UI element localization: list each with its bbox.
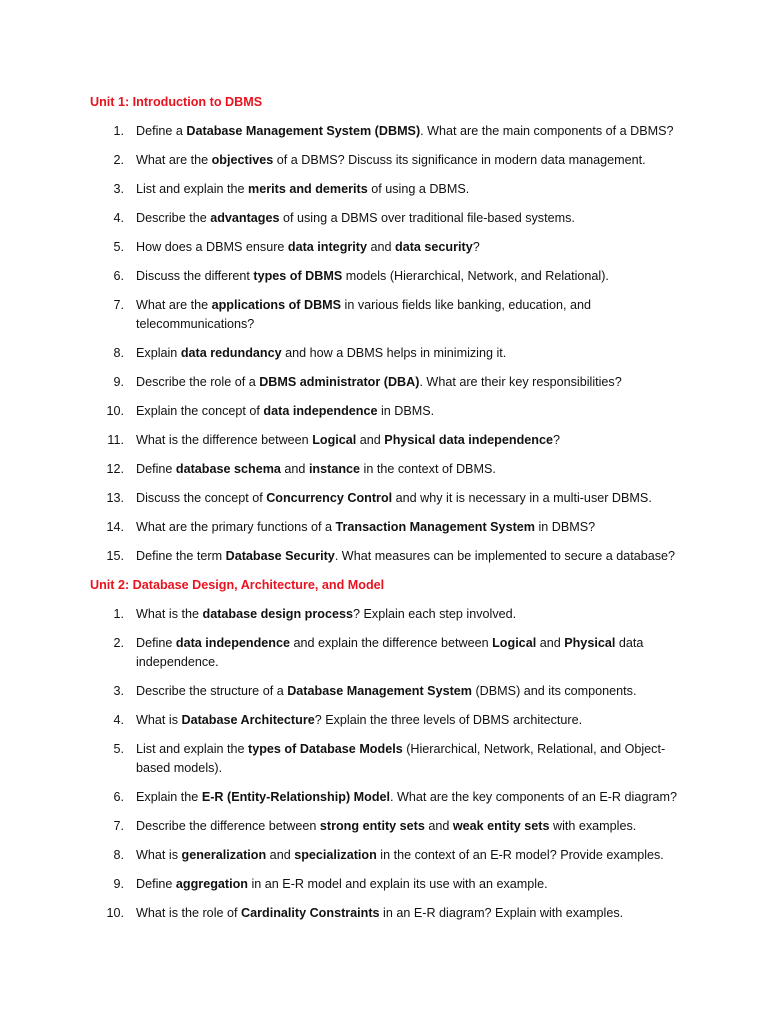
text-run: in an E-R diagram? Explain with examples. bbox=[379, 906, 624, 920]
question-text bbox=[136, 269, 609, 283]
question-number: 6. bbox=[113, 790, 124, 804]
text-run: and bbox=[280, 462, 309, 476]
text-run: in various fields like banking, education, and telecommunications? bbox=[136, 298, 591, 331]
question-item bbox=[90, 846, 690, 865]
question-item bbox=[90, 817, 690, 836]
text-run: . What measures can be implemented to secure a database? bbox=[334, 549, 676, 563]
bold-term: advantages bbox=[210, 211, 280, 225]
question-item bbox=[90, 151, 690, 170]
text-run: What is bbox=[136, 848, 182, 862]
question-number: 11. bbox=[107, 433, 124, 447]
text-run: and bbox=[266, 848, 295, 862]
question-number: 9. bbox=[113, 375, 124, 389]
bold-term: Database Management System (DBMS) bbox=[186, 124, 421, 138]
question-item bbox=[90, 431, 690, 450]
question-number: 14. bbox=[106, 520, 124, 534]
text-run: (Hierarchical, Network, Relational, and Object-based models). bbox=[136, 742, 666, 775]
question-text bbox=[136, 211, 575, 225]
unit-1-question-list bbox=[90, 122, 690, 576]
question-number: 5. bbox=[113, 240, 124, 254]
text-run: . What are their key responsibilities? bbox=[419, 375, 622, 389]
text-run: and bbox=[366, 240, 395, 254]
question-text bbox=[136, 491, 652, 505]
text-run: List and explain the bbox=[136, 742, 249, 756]
text-run: and why it is necessary in a multi-user DBMS. bbox=[392, 491, 652, 505]
bold-term: Concurrency Control bbox=[266, 491, 393, 505]
question-number: 9. bbox=[113, 877, 124, 891]
text-run: in the context of an E-R model? Provide examples. bbox=[376, 848, 664, 862]
question-text bbox=[136, 790, 677, 804]
question-text bbox=[136, 433, 560, 447]
question-item bbox=[90, 180, 690, 199]
bold-term: data security bbox=[395, 240, 473, 254]
text-run: (DBMS) and its components. bbox=[471, 684, 637, 698]
question-text bbox=[136, 713, 582, 727]
question-number: 1. bbox=[113, 124, 124, 138]
question-number: 5. bbox=[113, 742, 124, 756]
bold-term: objectives bbox=[211, 153, 274, 167]
unit-2-question-list bbox=[90, 605, 690, 933]
question-number: 4. bbox=[113, 211, 124, 225]
text-run: What are the bbox=[136, 298, 212, 312]
question-text bbox=[136, 877, 548, 891]
question-text bbox=[136, 346, 506, 360]
text-run: Define a bbox=[136, 124, 187, 138]
text-run: and explain the difference between bbox=[289, 636, 493, 650]
text-run: of using a DBMS over traditional file-based systems. bbox=[279, 211, 575, 225]
question-item bbox=[90, 296, 690, 334]
question-text bbox=[136, 404, 434, 418]
question-item bbox=[90, 518, 690, 537]
text-run: ? bbox=[552, 433, 560, 447]
question-number: 3. bbox=[113, 182, 124, 196]
bold-term: Database Management System bbox=[287, 684, 472, 698]
question-item bbox=[90, 740, 690, 778]
question-text bbox=[136, 240, 480, 254]
question-item bbox=[90, 547, 690, 566]
bold-term: types of DBMS bbox=[253, 269, 343, 283]
question-item bbox=[90, 711, 690, 730]
bold-term: applications of DBMS bbox=[211, 298, 342, 312]
text-run: What are the bbox=[136, 153, 212, 167]
question-number: 8. bbox=[113, 346, 124, 360]
question-item bbox=[90, 788, 690, 807]
question-number: 3. bbox=[113, 684, 124, 698]
bold-term: instance bbox=[308, 462, 361, 476]
question-item bbox=[90, 682, 690, 701]
bold-term: Cardinality Constraints bbox=[241, 906, 380, 920]
question-text bbox=[136, 906, 623, 920]
question-item bbox=[90, 904, 690, 923]
text-run: ? Explain each step involved. bbox=[353, 607, 517, 621]
question-item bbox=[90, 460, 690, 479]
text-run: in DBMS. bbox=[377, 404, 435, 418]
text-run: Describe the role of a bbox=[136, 375, 260, 389]
question-item bbox=[90, 122, 690, 141]
text-run: in DBMS? bbox=[534, 520, 596, 534]
text-run: Explain the concept of bbox=[136, 404, 264, 418]
question-text bbox=[136, 520, 595, 534]
text-run: and bbox=[356, 433, 385, 447]
text-run: Discuss the concept of bbox=[136, 491, 267, 505]
question-text bbox=[136, 848, 664, 862]
question-number: 13. bbox=[106, 491, 124, 505]
text-run: How does a DBMS ensure bbox=[136, 240, 288, 254]
text-run: of a DBMS? Discuss its significance in modern data management. bbox=[273, 153, 646, 167]
text-run: ? bbox=[472, 240, 480, 254]
bold-term: weak entity sets bbox=[452, 819, 550, 833]
text-run: What are the primary functions of a bbox=[136, 520, 336, 534]
question-number: 8. bbox=[113, 848, 124, 862]
bold-term: Database Architecture bbox=[181, 713, 315, 727]
question-item bbox=[90, 402, 690, 421]
text-run: in the context of DBMS. bbox=[360, 462, 496, 476]
question-text bbox=[136, 819, 636, 833]
text-run: models (Hierarchical, Network, and Relational). bbox=[342, 269, 609, 283]
text-run: Describe the structure of a bbox=[136, 684, 288, 698]
text-run: Describe the bbox=[136, 211, 211, 225]
text-run: in an E-R model and explain its use with an example. bbox=[247, 877, 548, 891]
text-run: Define bbox=[136, 462, 176, 476]
bold-term: Physical data independence bbox=[384, 433, 553, 447]
bold-term: database schema bbox=[175, 462, 281, 476]
unit-1-heading: Unit 1: Introduction to DBMS bbox=[90, 95, 263, 109]
question-number: 10. bbox=[106, 906, 124, 920]
question-text bbox=[136, 153, 646, 167]
bold-term: Database Security bbox=[225, 549, 335, 563]
text-run: What is the difference between bbox=[136, 433, 313, 447]
question-text bbox=[136, 742, 665, 775]
question-number: 4. bbox=[113, 713, 124, 727]
question-item bbox=[90, 489, 690, 508]
text-run: Explain the bbox=[136, 790, 202, 804]
question-number: 10. bbox=[106, 404, 124, 418]
bold-term: data redundancy bbox=[180, 346, 282, 360]
bold-term: E-R (Entity-Relationship) Model bbox=[201, 790, 391, 804]
question-text bbox=[136, 607, 516, 621]
question-number: 6. bbox=[113, 269, 124, 283]
text-run: Discuss the different bbox=[136, 269, 254, 283]
bold-term: merits and demerits bbox=[248, 182, 368, 196]
text-run: of using a DBMS. bbox=[367, 182, 470, 196]
question-item bbox=[90, 267, 690, 286]
text-run: Describe the difference between bbox=[136, 819, 320, 833]
text-run: . What are the main components of a DBMS? bbox=[420, 124, 674, 138]
bold-term: Physical bbox=[564, 636, 616, 650]
text-run: Define bbox=[136, 636, 176, 650]
question-text bbox=[136, 124, 674, 138]
question-number: 2. bbox=[113, 153, 124, 167]
question-text bbox=[136, 375, 622, 389]
text-run: What is the bbox=[136, 607, 203, 621]
text-run: What is the role of bbox=[136, 906, 241, 920]
question-number: 1. bbox=[113, 607, 124, 621]
bold-term: data independence bbox=[263, 404, 378, 418]
question-item bbox=[90, 238, 690, 257]
bold-term: Transaction Management System bbox=[335, 520, 535, 534]
question-number: 7. bbox=[113, 819, 124, 833]
bold-term: data independence bbox=[175, 636, 290, 650]
text-run: Define bbox=[136, 877, 176, 891]
bold-term: aggregation bbox=[175, 877, 248, 891]
bold-term: data integrity bbox=[287, 240, 367, 254]
bold-term: generalization bbox=[181, 848, 267, 862]
bold-term: specialization bbox=[294, 848, 377, 862]
text-run: Define the term bbox=[136, 549, 226, 563]
text-run: . What are the key components of an E-R diagram? bbox=[390, 790, 678, 804]
question-number: 7. bbox=[113, 298, 124, 312]
question-number: 12. bbox=[106, 462, 124, 476]
question-number: 15. bbox=[106, 549, 124, 563]
question-text bbox=[136, 636, 643, 669]
bold-term: Logical bbox=[492, 636, 537, 650]
text-run: and bbox=[424, 819, 453, 833]
text-run: What is bbox=[136, 713, 182, 727]
text-run: Explain bbox=[136, 346, 181, 360]
question-item bbox=[90, 209, 690, 228]
bold-term: DBMS administrator (DBA) bbox=[259, 375, 420, 389]
question-item bbox=[90, 373, 690, 392]
question-item bbox=[90, 875, 690, 894]
question-text bbox=[136, 462, 496, 476]
question-text bbox=[136, 298, 591, 331]
text-run: data independence. bbox=[136, 636, 644, 669]
question-item bbox=[90, 605, 690, 624]
text-run: List and explain the bbox=[136, 182, 249, 196]
question-item bbox=[90, 344, 690, 363]
unit-2-heading: Unit 2: Database Design, Architecture, and Model bbox=[90, 578, 385, 592]
question-text bbox=[136, 182, 469, 196]
text-run: and bbox=[536, 636, 565, 650]
text-run: ? Explain the three levels of DBMS architecture. bbox=[314, 713, 583, 727]
text-run: with examples. bbox=[549, 819, 637, 833]
bold-term: strong entity sets bbox=[319, 819, 425, 833]
bold-term: types of Database Models bbox=[248, 742, 403, 756]
text-run: and how a DBMS helps in minimizing it. bbox=[281, 346, 507, 360]
bold-term: Logical bbox=[312, 433, 357, 447]
question-item bbox=[90, 634, 690, 672]
question-text bbox=[136, 684, 636, 698]
bold-term: database design process bbox=[202, 607, 353, 621]
question-number: 2. bbox=[113, 636, 124, 650]
question-text bbox=[136, 549, 675, 563]
